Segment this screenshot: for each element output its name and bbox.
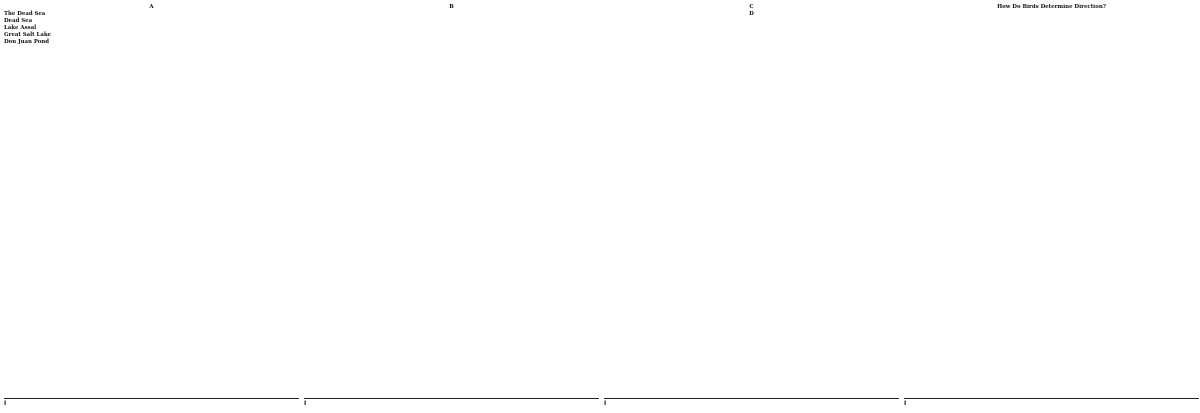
publisher-logo: Ⅰ [304,400,307,407]
publisher-logo: Ⅰ [604,400,607,407]
sub-heading: Dead Sea [4,18,33,24]
exam-sheet-2 [304,4,599,409]
publisher-logo: Ⅰ [904,400,907,407]
page-footer [604,398,899,409]
exam-sheet-3 [604,4,899,409]
passage-letter: B [449,4,454,10]
sub-heading: Great Salt Lake [4,32,51,38]
sub-heading: Lake Assal [4,25,37,31]
passage-title: How Do Birds Determine Direction? [997,4,1106,10]
page-footer [4,398,299,409]
publisher-logo: Ⅰ [4,400,7,407]
page-footer [304,398,599,409]
sub-heading: Don Juan Pond [4,39,50,45]
exam-sheet-4 [904,4,1199,409]
passage-letter: A [149,4,154,10]
passage-letter: C [749,4,754,10]
passage-letter: D [749,11,754,17]
page-footer [904,398,1199,409]
exam-sheet-1 [4,4,299,409]
passage-title: The Dead Sea [4,11,46,17]
